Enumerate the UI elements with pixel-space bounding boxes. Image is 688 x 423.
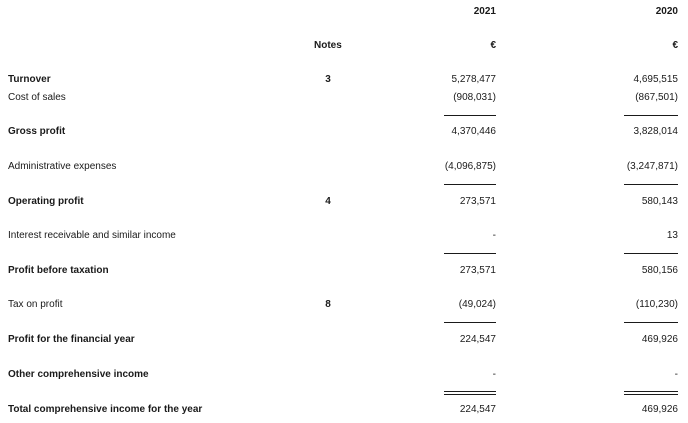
row-value-2021-cost-of-sales: (908,031) <box>453 92 496 103</box>
total-double-rule-2021 <box>444 391 496 395</box>
row-label-operating-profit: Operating profit <box>8 196 84 207</box>
row-value-2021-profit-for-financial-year: 224,547 <box>459 334 496 345</box>
row-value-2020-profit-before-taxation: 580,156 <box>641 265 678 276</box>
row-label-profit-for-financial-year: Profit for the financial year <box>8 334 135 345</box>
row-value-2020-operating-profit: 580,143 <box>641 196 678 207</box>
row-value-2020-administrative-expenses: (3,247,871) <box>626 161 678 172</box>
row-label-tax-on-profit: Tax on profit <box>8 299 63 310</box>
header-notes: Notes <box>314 40 342 51</box>
header-currency-2021: € <box>490 40 496 51</box>
row-value-2021-gross-profit: 4,370,446 <box>451 126 496 137</box>
row-value-2021-tax-on-profit: (49,024) <box>458 299 496 310</box>
subtotal-rule-2020-gross <box>624 115 678 116</box>
row-label-cost-of-sales: Cost of sales <box>8 92 66 103</box>
row-value-2021-profit-before-taxation: 273,571 <box>459 265 496 276</box>
row-value-2020-cost-of-sales: (867,501) <box>635 92 678 103</box>
row-label-other-comprehensive-income: Other comprehensive income <box>8 369 149 380</box>
row-label-total-comprehensive-income: Total comprehensive income for the year <box>8 404 203 415</box>
row-value-2021-turnover: 5,278,477 <box>451 74 496 85</box>
row-value-2020-total-comprehensive-income: 469,926 <box>641 404 678 415</box>
row-value-2020-tax-on-profit: (110,230) <box>635 299 678 310</box>
subtotal-rule-2021-gross <box>444 115 496 116</box>
row-value-2020-profit-for-financial-year: 469,926 <box>641 334 678 345</box>
subtotal-rule-2020-operating <box>624 184 678 185</box>
row-label-profit-before-taxation: Profit before taxation <box>8 265 109 276</box>
row-value-2021-other-comprehensive-income: - <box>492 369 496 380</box>
row-note-operating-profit: 4 <box>325 196 331 207</box>
subtotal-rule-2021-before-tax <box>444 253 496 254</box>
row-note-tax-on-profit: 8 <box>325 299 331 310</box>
row-value-2020-other-comprehensive-income: - <box>674 369 678 380</box>
row-label-gross-profit: Gross profit <box>8 126 66 137</box>
total-double-rule-2020 <box>624 391 678 395</box>
row-label-administrative-expenses: Administrative expenses <box>8 161 117 172</box>
row-label-interest-receivable: Interest receivable and similar income <box>8 230 176 241</box>
row-label-turnover: Turnover <box>8 74 51 85</box>
header-currency-2020: € <box>672 40 678 51</box>
row-value-2020-gross-profit: 3,828,014 <box>633 126 678 137</box>
row-value-2021-operating-profit: 273,571 <box>459 196 496 207</box>
subtotal-rule-2021-financial-year <box>444 322 496 323</box>
header-year-2020: 2020 <box>655 6 678 17</box>
subtotal-rule-2020-before-tax <box>624 253 678 254</box>
row-value-2020-interest-receivable: 13 <box>666 230 678 241</box>
row-note-turnover: 3 <box>325 74 331 85</box>
row-value-2021-total-comprehensive-income: 224,547 <box>459 404 496 415</box>
subtotal-rule-2021-operating <box>444 184 496 185</box>
row-value-2021-administrative-expenses: (4,096,875) <box>444 161 496 172</box>
header-year-2021: 2021 <box>473 6 496 17</box>
row-value-2021-interest-receivable: - <box>492 230 496 241</box>
subtotal-rule-2020-financial-year <box>624 322 678 323</box>
row-value-2020-turnover: 4,695,515 <box>633 74 678 85</box>
